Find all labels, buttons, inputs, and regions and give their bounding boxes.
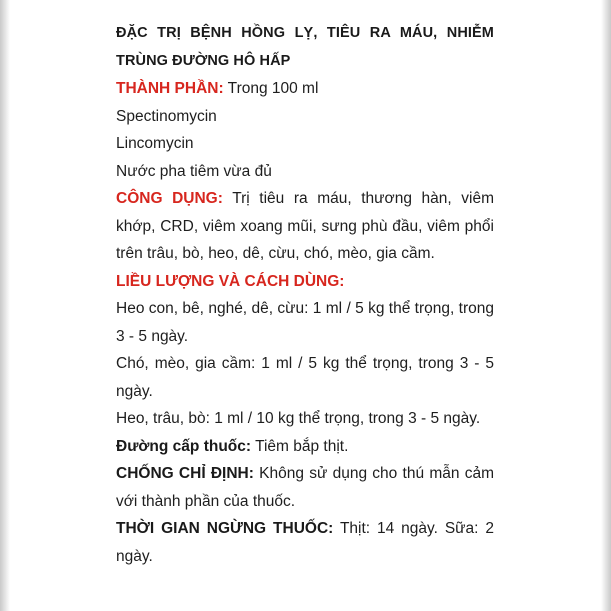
route-label: Đường cấp thuốc: bbox=[116, 437, 252, 455]
dosage-label: LIỀU LƯỢNG VÀ CÁCH DÙNG: bbox=[116, 272, 345, 290]
composition-line bbox=[116, 75, 494, 103]
route-text: Tiêm bắp thịt. bbox=[255, 437, 349, 455]
contraindication-label: CHỐNG CHỈ ĐỊNH: bbox=[116, 465, 254, 482]
composition-label: THÀNH PHẦN: bbox=[116, 80, 224, 97]
ingredient-spectinomycin: Spectinomycin bbox=[116, 107, 217, 125]
dosage-line-dogs-cats-poultry: Chó, mèo, gia cầm: 1 ml / 5 kg thể trọng, trong 3 - 5 ngày. bbox=[116, 355, 494, 400]
contraindication-text: Không sử dụng cho thú mẫn cảm với thành phần của thuốc. bbox=[116, 465, 494, 510]
page-edge-right bbox=[601, 0, 611, 611]
withdrawal-label: THỜI GIAN NGỪNG THUỐC: bbox=[116, 520, 334, 537]
ingredient-water: Nước pha tiêm vừa đủ bbox=[116, 162, 272, 180]
product-leaflet bbox=[116, 20, 494, 570]
usage-text: Trị tiêu ra máu, thương hàn, viêm khớp, CRD, viêm xoang mũi, sưng phù đầu, viêm phổi trên trâu, bò, heo, dê, cừu, chó, mèo, gia cầm. bbox=[116, 190, 495, 262]
composition-text: Trong 100 ml bbox=[227, 80, 319, 97]
contraindication-paragraph bbox=[116, 460, 494, 515]
usage-label: CÔNG DỤNG: bbox=[116, 190, 223, 207]
dosage-line-piglets: Heo con, bê, nghé, dê, cừu: 1 ml / 5 kg thể trọng, trong 3 - 5 ngày. bbox=[116, 300, 494, 345]
ingredient-lincomycin: Lincomycin bbox=[116, 135, 194, 152]
withdrawal-paragraph bbox=[116, 515, 494, 570]
withdrawal-text: Thịt: 14 ngày. Sữa: 2 ngày. bbox=[116, 520, 494, 565]
dosage-line-pigs-cattle: Heo, trâu, bò: 1 ml / 10 kg thể trọng, trong 3 - 5 ngày. bbox=[116, 410, 481, 427]
route-line bbox=[116, 433, 494, 461]
document-title: ĐẶC TRỊ BỆNH HỒNG LỴ, TIÊU RA MÁU, NHIỄM TRÙNG ĐƯỜNG HÔ HẤP bbox=[116, 25, 494, 69]
page-edge-left bbox=[0, 0, 10, 611]
usage-paragraph bbox=[116, 185, 494, 268]
